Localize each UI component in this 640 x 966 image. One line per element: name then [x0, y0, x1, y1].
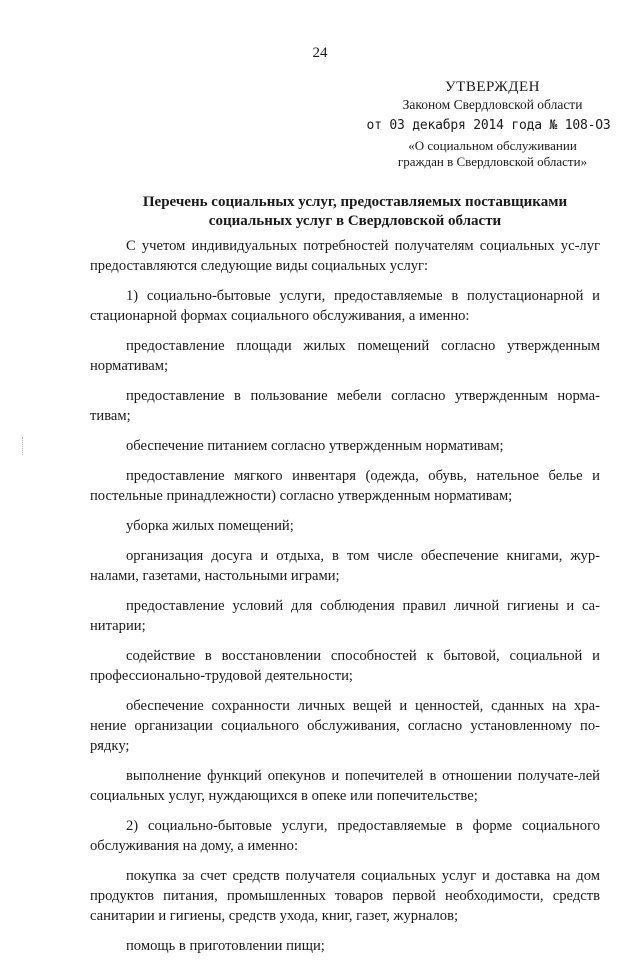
- list-item: выполнение функций опекунов и попечителей в отношении получате-лей социальных услуг, нуждающихся в опеке или попечительстве;: [90, 768, 600, 804]
- list-item: обеспечение сохранности личных вещей и ценностей, сданных на хра-нение организации социального обслуживания, согласно установленному по-рядку;: [90, 698, 600, 754]
- approval-title: УТВЕРЖДЕН: [445, 79, 540, 95]
- document-title-line2: социальных услуг в Свердловской области: [208, 213, 502, 229]
- approval-law-name-line2: граждан в Свердловской области»: [397, 154, 588, 169]
- margin-mark: [22, 437, 25, 455]
- list-item: содействие в восстановлении способностей к бытовой, социальной и профессионально-трудовой деятельности;: [90, 648, 600, 684]
- document-body: [90, 236, 600, 966]
- approval-law-body: Законом Свердловской области: [402, 97, 583, 112]
- paragraph-intro: С учетом индивидуальных потребностей получателям социальных ус-луг предоставляются следующие виды социальных услуг:: [90, 238, 600, 274]
- paragraph-section-1: 1) социально-бытовые услуги, предоставляемые в полустационарной и стационарной формах социального обслуживания, а именно:: [90, 288, 600, 324]
- approval-law-name-line1: «О социальном обслуживании: [408, 138, 577, 153]
- list-item: предоставление в пользование мебели согласно утвержденным норма-тивам;: [90, 388, 600, 424]
- list-item: обеспечение питанием согласно утвержденным нормативам;: [126, 438, 504, 454]
- list-item: уборка жилых помещений;: [126, 518, 294, 534]
- paragraph-section-2: 2) социально-бытовые услуги, предоставляемые в форме социального обслуживания на дому, а именно:: [90, 818, 600, 854]
- list-item: предоставление площади жилых помещений согласно утвержденным нормативам;: [90, 338, 600, 374]
- page-number: 24: [312, 45, 328, 61]
- list-item: предоставление условий для соблюдения правил личной гигиены и са-нитарии;: [90, 598, 600, 634]
- approval-date-stamp: от 03 декабря 2014 года № 108-ОЗ: [366, 118, 611, 133]
- approval-block: [360, 79, 625, 170]
- list-item: покупка за счет средств получателя социальных услуг и доставка на дом продуктов питания, промышленных товаров первой необходимости, средств санитарии и гигиены, средств ухода, книг, газет, журналов;: [90, 868, 600, 924]
- list-item: организация досуга и отдыха, в том числе обеспечение книгами, жур-налами, газетами, настольными играми;: [90, 548, 600, 584]
- list-item: помощь в приготовлении пищи;: [126, 938, 325, 954]
- document-title: [90, 193, 620, 231]
- document-title-line1: Перечень социальных услуг, предоставляемых поставщиками: [142, 194, 568, 210]
- list-item: предоставление мягкого инвентаря (одежда, обувь, нательное белье и постельные принадлежности) согласно утвержденным нормативам;: [90, 468, 600, 504]
